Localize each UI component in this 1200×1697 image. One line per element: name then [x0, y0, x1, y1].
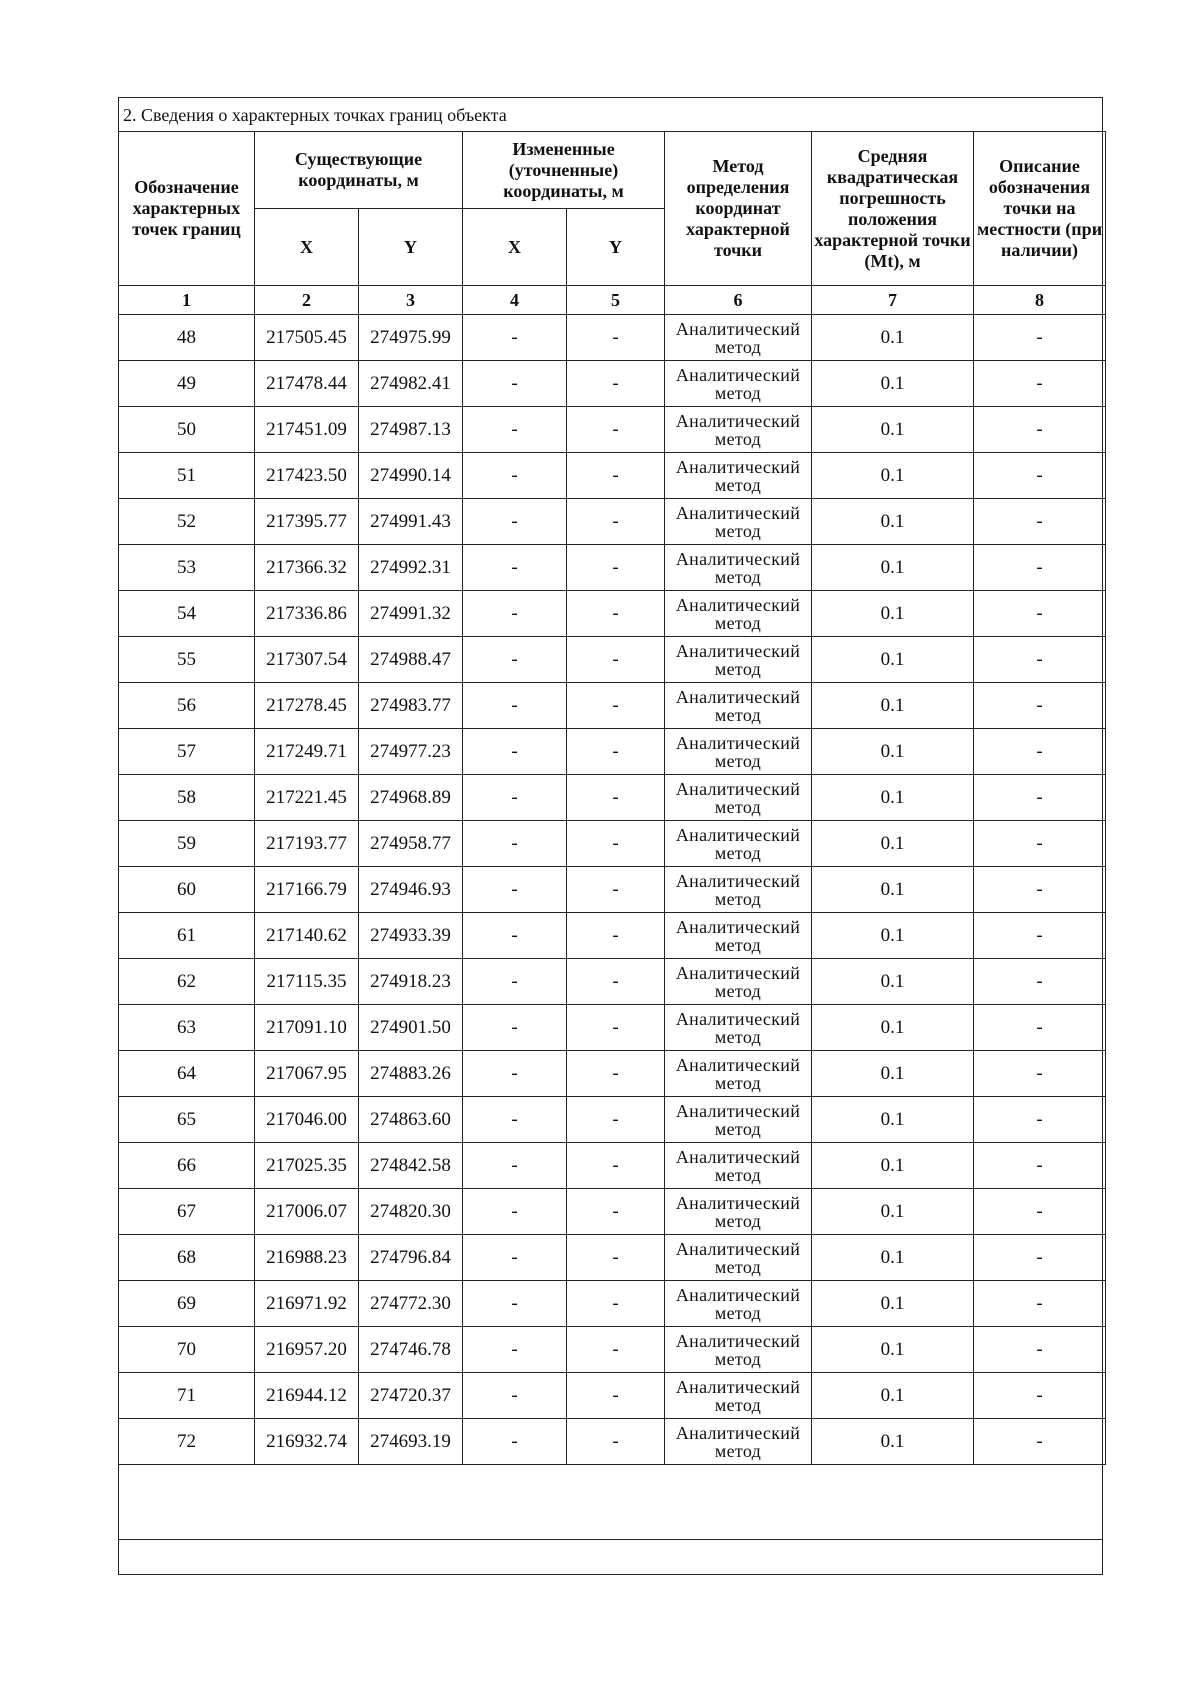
description-cell: -: [974, 453, 1106, 499]
column-number: 3: [359, 286, 463, 315]
point-number-cell: 62: [119, 959, 255, 1005]
point-number-cell: 66: [119, 1143, 255, 1189]
changed-y-cell: -: [567, 1005, 665, 1051]
method-cell: Аналитический метод: [665, 1005, 812, 1051]
existing-y-cell: 274987.13: [359, 407, 463, 453]
point-number-cell: 55: [119, 637, 255, 683]
existing-y-cell: 274693.19: [359, 1419, 463, 1465]
method-cell: Аналитический метод: [665, 1097, 812, 1143]
existing-y-cell: 274968.89: [359, 775, 463, 821]
description-cell: -: [974, 591, 1106, 637]
header-designation: Обозначение характерных точек границ: [119, 132, 255, 286]
method-cell: Аналитический метод: [665, 729, 812, 775]
table-row: [119, 1051, 1106, 1097]
changed-y-cell: -: [567, 775, 665, 821]
method-cell: Аналитический метод: [665, 867, 812, 913]
existing-y-cell: 274863.60: [359, 1097, 463, 1143]
method-cell: Аналитический метод: [665, 1281, 812, 1327]
table-row: [119, 775, 1106, 821]
existing-y-cell: 274918.23: [359, 959, 463, 1005]
error-cell: 0.1: [812, 1051, 974, 1097]
method-cell: Аналитический метод: [665, 407, 812, 453]
method-cell: Аналитический метод: [665, 453, 812, 499]
point-number-cell: 57: [119, 729, 255, 775]
table-row: [119, 453, 1106, 499]
method-cell: Аналитический метод: [665, 1235, 812, 1281]
existing-x-cell: 217046.00: [255, 1097, 359, 1143]
changed-y-cell: -: [567, 959, 665, 1005]
changed-x-cell: -: [463, 591, 567, 637]
column-number: 6: [665, 286, 812, 315]
changed-x-cell: -: [463, 499, 567, 545]
error-cell: 0.1: [812, 1143, 974, 1189]
changed-x-cell: -: [463, 821, 567, 867]
description-cell: -: [974, 775, 1106, 821]
point-number-cell: 68: [119, 1235, 255, 1281]
existing-x-cell: 217307.54: [255, 637, 359, 683]
changed-x-cell: -: [463, 407, 567, 453]
table-row: [119, 545, 1106, 591]
existing-x-cell: 217278.45: [255, 683, 359, 729]
description-cell: -: [974, 637, 1106, 683]
table-row: [119, 729, 1106, 775]
existing-x-cell: 217067.95: [255, 1051, 359, 1097]
existing-x-cell: 217249.71: [255, 729, 359, 775]
existing-y-cell: 274933.39: [359, 913, 463, 959]
existing-x-cell: 217336.86: [255, 591, 359, 637]
header-existing-x: X: [255, 209, 359, 286]
existing-x-cell: 217366.32: [255, 545, 359, 591]
header-changed-x: X: [463, 209, 567, 286]
point-number-cell: 67: [119, 1189, 255, 1235]
existing-y-cell: 274982.41: [359, 361, 463, 407]
changed-x-cell: -: [463, 1097, 567, 1143]
point-number-cell: 53: [119, 545, 255, 591]
existing-x-cell: 217505.45: [255, 315, 359, 361]
header-existing-y: Y: [359, 209, 463, 286]
method-cell: Аналитический метод: [665, 591, 812, 637]
changed-y-cell: -: [567, 1235, 665, 1281]
description-cell: -: [974, 407, 1106, 453]
changed-x-cell: -: [463, 1189, 567, 1235]
existing-x-cell: 217193.77: [255, 821, 359, 867]
existing-y-cell: 274901.50: [359, 1005, 463, 1051]
table-row: [119, 315, 1106, 361]
description-cell: -: [974, 545, 1106, 591]
changed-x-cell: -: [463, 545, 567, 591]
point-number-cell: 59: [119, 821, 255, 867]
column-number: 8: [974, 286, 1106, 315]
point-number-cell: 72: [119, 1419, 255, 1465]
method-cell: Аналитический метод: [665, 315, 812, 361]
existing-x-cell: 217478.44: [255, 361, 359, 407]
method-cell: Аналитический метод: [665, 1051, 812, 1097]
method-cell: Аналитический метод: [665, 545, 812, 591]
point-number-cell: 50: [119, 407, 255, 453]
point-number-cell: 60: [119, 867, 255, 913]
point-number-cell: 61: [119, 913, 255, 959]
existing-y-cell: 274991.32: [359, 591, 463, 637]
description-cell: -: [974, 959, 1106, 1005]
table-row: [119, 407, 1106, 453]
header-changed-y: Y: [567, 209, 665, 286]
changed-y-cell: -: [567, 545, 665, 591]
error-cell: 0.1: [812, 545, 974, 591]
changed-y-cell: -: [567, 1051, 665, 1097]
table-row: [119, 1235, 1106, 1281]
error-cell: 0.1: [812, 453, 974, 499]
description-cell: -: [974, 821, 1106, 867]
table-row: [119, 499, 1106, 545]
existing-y-cell: 274983.77: [359, 683, 463, 729]
column-number: 4: [463, 286, 567, 315]
changed-y-cell: -: [567, 1143, 665, 1189]
existing-x-cell: 216944.12: [255, 1373, 359, 1419]
error-cell: 0.1: [812, 637, 974, 683]
changed-x-cell: -: [463, 1235, 567, 1281]
table-body: [119, 315, 1106, 1465]
error-cell: 0.1: [812, 1327, 974, 1373]
description-cell: -: [974, 315, 1106, 361]
description-cell: -: [974, 1143, 1106, 1189]
existing-x-cell: 216988.23: [255, 1235, 359, 1281]
error-cell: 0.1: [812, 821, 974, 867]
changed-y-cell: -: [567, 1327, 665, 1373]
method-cell: Аналитический метод: [665, 959, 812, 1005]
boundary-points-table: [118, 131, 1106, 1465]
changed-x-cell: -: [463, 315, 567, 361]
existing-x-cell: 217423.50: [255, 453, 359, 499]
changed-x-cell: -: [463, 1373, 567, 1419]
table-row: [119, 361, 1106, 407]
changed-y-cell: -: [567, 913, 665, 959]
existing-x-cell: 216932.74: [255, 1419, 359, 1465]
point-number-cell: 69: [119, 1281, 255, 1327]
description-cell: -: [974, 1327, 1106, 1373]
error-cell: 0.1: [812, 1419, 974, 1465]
changed-y-cell: -: [567, 1281, 665, 1327]
column-number: 7: [812, 286, 974, 315]
existing-y-cell: 274946.93: [359, 867, 463, 913]
table-row: [119, 591, 1106, 637]
existing-x-cell: 217395.77: [255, 499, 359, 545]
changed-y-cell: -: [567, 821, 665, 867]
changed-y-cell: -: [567, 499, 665, 545]
existing-y-cell: 274796.84: [359, 1235, 463, 1281]
section-title: 2. Сведения о характерных точках границ объекта: [119, 98, 1102, 132]
point-number-cell: 54: [119, 591, 255, 637]
error-cell: 0.1: [812, 315, 974, 361]
existing-x-cell: 217166.79: [255, 867, 359, 913]
error-cell: 0.1: [812, 1097, 974, 1143]
existing-y-cell: 274746.78: [359, 1327, 463, 1373]
changed-x-cell: -: [463, 637, 567, 683]
error-cell: 0.1: [812, 499, 974, 545]
table-row: [119, 959, 1106, 1005]
existing-y-cell: 274842.58: [359, 1143, 463, 1189]
changed-y-cell: -: [567, 729, 665, 775]
error-cell: 0.1: [812, 729, 974, 775]
method-cell: Аналитический метод: [665, 1327, 812, 1373]
existing-y-cell: 274720.37: [359, 1373, 463, 1419]
error-cell: 0.1: [812, 775, 974, 821]
changed-y-cell: -: [567, 1097, 665, 1143]
header-error: Средняя квадратическая погрешность положения характерной точки (Mt), м: [812, 132, 974, 286]
table-row: [119, 913, 1106, 959]
existing-x-cell: 217140.62: [255, 913, 359, 959]
existing-y-cell: 274988.47: [359, 637, 463, 683]
description-cell: -: [974, 867, 1106, 913]
existing-y-cell: 274820.30: [359, 1189, 463, 1235]
error-cell: 0.1: [812, 913, 974, 959]
existing-x-cell: 217115.35: [255, 959, 359, 1005]
existing-y-cell: 274772.30: [359, 1281, 463, 1327]
table-row: [119, 1373, 1106, 1419]
table-row: [119, 1097, 1106, 1143]
description-cell: -: [974, 1373, 1106, 1419]
changed-y-cell: -: [567, 361, 665, 407]
existing-x-cell: 217451.09: [255, 407, 359, 453]
method-cell: Аналитический метод: [665, 1143, 812, 1189]
table-row: [119, 1327, 1106, 1373]
description-cell: -: [974, 683, 1106, 729]
table-row: [119, 1419, 1106, 1465]
existing-y-cell: 274958.77: [359, 821, 463, 867]
method-cell: Аналитический метод: [665, 1189, 812, 1235]
changed-x-cell: -: [463, 1281, 567, 1327]
error-cell: 0.1: [812, 1189, 974, 1235]
description-cell: -: [974, 361, 1106, 407]
point-number-cell: 64: [119, 1051, 255, 1097]
changed-x-cell: -: [463, 683, 567, 729]
point-number-cell: 71: [119, 1373, 255, 1419]
header-method: Метод определения координат характерной точки: [665, 132, 812, 286]
description-cell: -: [974, 1051, 1106, 1097]
changed-x-cell: -: [463, 1005, 567, 1051]
changed-x-cell: -: [463, 1051, 567, 1097]
method-cell: Аналитический метод: [665, 913, 812, 959]
description-cell: -: [974, 1281, 1106, 1327]
changed-x-cell: -: [463, 775, 567, 821]
header-description: Описание обозначения точки на местности (при наличии): [974, 132, 1106, 286]
point-number-cell: 58: [119, 775, 255, 821]
method-cell: Аналитический метод: [665, 821, 812, 867]
description-cell: -: [974, 499, 1106, 545]
error-cell: 0.1: [812, 407, 974, 453]
table-row: [119, 683, 1106, 729]
existing-y-cell: 274992.31: [359, 545, 463, 591]
changed-x-cell: -: [463, 867, 567, 913]
method-cell: Аналитический метод: [665, 361, 812, 407]
changed-x-cell: -: [463, 959, 567, 1005]
existing-x-cell: 217006.07: [255, 1189, 359, 1235]
changed-x-cell: -: [463, 1143, 567, 1189]
changed-y-cell: -: [567, 1189, 665, 1235]
table-footer-row: [119, 1539, 1102, 1574]
description-cell: -: [974, 1005, 1106, 1051]
method-cell: Аналитический метод: [665, 683, 812, 729]
column-number: 5: [567, 286, 665, 315]
existing-x-cell: 217025.35: [255, 1143, 359, 1189]
point-number-cell: 65: [119, 1097, 255, 1143]
existing-x-cell: 217091.10: [255, 1005, 359, 1051]
existing-x-cell: 216971.92: [255, 1281, 359, 1327]
existing-y-cell: 274975.99: [359, 315, 463, 361]
description-cell: -: [974, 1419, 1106, 1465]
column-number: 1: [119, 286, 255, 315]
table-row: [119, 1281, 1106, 1327]
changed-x-cell: -: [463, 1327, 567, 1373]
existing-x-cell: 216957.20: [255, 1327, 359, 1373]
method-cell: Аналитический метод: [665, 1373, 812, 1419]
error-cell: 0.1: [812, 1235, 974, 1281]
table-row: [119, 1189, 1106, 1235]
table-row: [119, 1143, 1106, 1189]
changed-y-cell: -: [567, 315, 665, 361]
column-number: 2: [255, 286, 359, 315]
existing-y-cell: 274977.23: [359, 729, 463, 775]
table-row: [119, 821, 1106, 867]
description-cell: -: [974, 1189, 1106, 1235]
error-cell: 0.1: [812, 959, 974, 1005]
changed-x-cell: -: [463, 361, 567, 407]
method-cell: Аналитический метод: [665, 499, 812, 545]
description-cell: -: [974, 1235, 1106, 1281]
existing-x-cell: 217221.45: [255, 775, 359, 821]
table-row: [119, 637, 1106, 683]
point-number-cell: 63: [119, 1005, 255, 1051]
description-cell: -: [974, 1097, 1106, 1143]
changed-x-cell: -: [463, 453, 567, 499]
error-cell: 0.1: [812, 591, 974, 637]
description-cell: -: [974, 913, 1106, 959]
document-sheet: [118, 97, 1103, 1575]
changed-y-cell: -: [567, 867, 665, 913]
description-cell: -: [974, 729, 1106, 775]
table-row: [119, 867, 1106, 913]
changed-y-cell: -: [567, 1373, 665, 1419]
error-cell: 0.1: [812, 361, 974, 407]
changed-x-cell: -: [463, 913, 567, 959]
changed-y-cell: -: [567, 453, 665, 499]
changed-y-cell: -: [567, 637, 665, 683]
point-number-cell: 49: [119, 361, 255, 407]
error-cell: 0.1: [812, 1373, 974, 1419]
changed-y-cell: -: [567, 1419, 665, 1465]
point-number-cell: 56: [119, 683, 255, 729]
changed-x-cell: -: [463, 729, 567, 775]
method-cell: Аналитический метод: [665, 637, 812, 683]
point-number-cell: 48: [119, 315, 255, 361]
error-cell: 0.1: [812, 867, 974, 913]
error-cell: 0.1: [812, 1005, 974, 1051]
changed-y-cell: -: [567, 591, 665, 637]
point-number-cell: 70: [119, 1327, 255, 1373]
header-changed-coords: Измененные (уточненные) координаты, м: [463, 132, 665, 209]
point-number-cell: 52: [119, 499, 255, 545]
existing-y-cell: 274883.26: [359, 1051, 463, 1097]
method-cell: Аналитический метод: [665, 775, 812, 821]
method-cell: Аналитический метод: [665, 1419, 812, 1465]
error-cell: 0.1: [812, 683, 974, 729]
point-number-cell: 51: [119, 453, 255, 499]
existing-y-cell: 274991.43: [359, 499, 463, 545]
existing-y-cell: 274990.14: [359, 453, 463, 499]
header-existing-coords: Существующие координаты, м: [255, 132, 463, 209]
error-cell: 0.1: [812, 1281, 974, 1327]
changed-y-cell: -: [567, 683, 665, 729]
changed-y-cell: -: [567, 407, 665, 453]
table-row: [119, 1005, 1106, 1051]
changed-x-cell: -: [463, 1419, 567, 1465]
